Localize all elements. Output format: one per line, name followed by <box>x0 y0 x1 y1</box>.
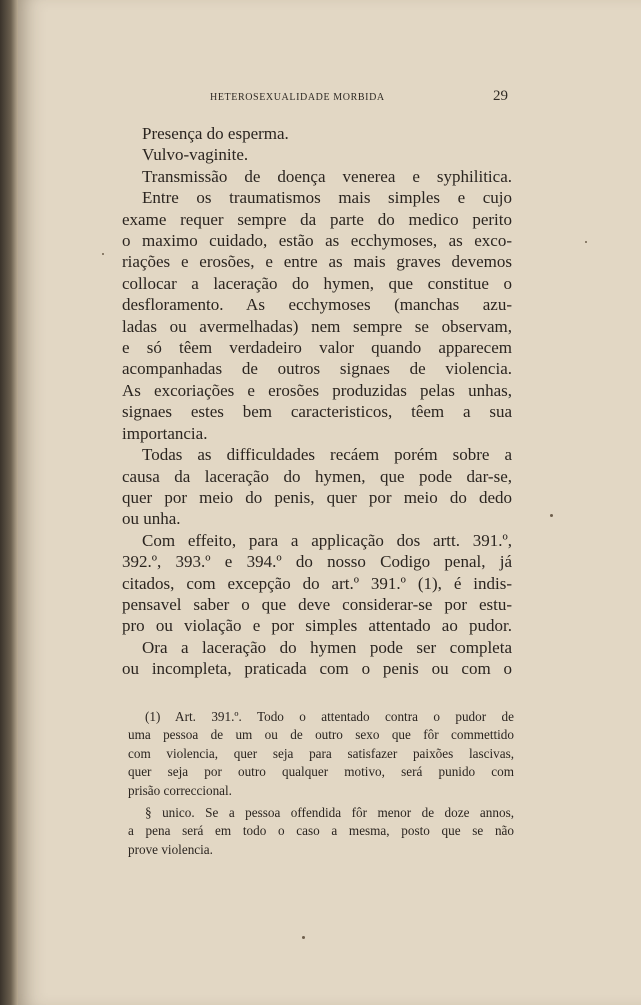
body-line: quer por meio do penis, quer por meio do dedo <box>122 487 512 507</box>
paper-speck <box>585 241 587 243</box>
body-line: riações e erosões, e entre as mais graves devemos <box>122 252 512 272</box>
book-spine-edge <box>0 0 18 1005</box>
body-line: desfloramento. As ecchymoses (manchas azu- <box>122 295 512 315</box>
body-line: As excoriações e erosões produzidas pelas unhas, <box>122 380 512 400</box>
body-line: signaes estes bem caracteristicos, têem a sua <box>122 402 512 422</box>
page-number: 29 <box>493 88 508 104</box>
body-line: ladas ou avermelhadas) nem sempre se observam, <box>122 316 512 336</box>
body-line: Com effeito, para a applicação dos artt. 391.º, <box>142 530 512 550</box>
body-line: Todas as difficuldades recáem porém sobre a <box>142 445 512 465</box>
footnote-line: § unico. Se a pessoa offendida fôr menor de doze annos, <box>145 805 514 821</box>
body-line: Vulvo-vaginite. <box>142 145 249 165</box>
footnote-line: prove violencia. <box>128 841 213 857</box>
body-line: o maximo cuidado, estão as ecchymoses, as exco- <box>122 231 512 251</box>
body-line: Entre os traumatismos mais simples e cujo <box>142 188 512 208</box>
body-line: pro ou violação e por simples attentado ao pudor. <box>122 616 512 636</box>
body-line: Ora a laceração do hymen pode ser completa <box>142 637 512 657</box>
body-line: Presença do esperma. <box>142 124 289 143</box>
running-head: HETEROSEXUALIDADE MORBIDA <box>210 92 385 103</box>
body-line: Transmissão de doença venerea e syphilitica. <box>142 166 512 186</box>
body-line: ou unha. <box>122 509 181 529</box>
body-line: acompanhadas de outros signaes de violencia. <box>122 359 512 379</box>
body-line: collocar a laceração do hymen, que constitue o <box>122 273 512 293</box>
body-line: 392.º, 393.º e 394.º do nosso Codigo penal, já <box>122 552 512 572</box>
paper-speck <box>302 936 305 939</box>
paper-speck <box>550 514 553 517</box>
body-line: importancia. <box>122 423 208 443</box>
body-line: citados, com excepção do art.º 391.º (1), é indis- <box>122 573 512 593</box>
footnote-line: com violencia, quer seja para satisfazer paixões lascivas, <box>128 745 514 761</box>
footnote-line: uma pessoa de um ou de outro sexo que fôr commettido <box>128 727 514 743</box>
footnotes <box>128 708 514 859</box>
paper-speck <box>102 253 104 255</box>
footnote-line: a pena será em todo o caso a mesma, posto que se não <box>128 823 514 839</box>
footnote-line: (1) Art. 391.º. Todo o attentado contra o pudor de <box>145 709 514 724</box>
body-line: pensavel saber o que deve considerar-se por estu- <box>122 594 512 614</box>
body-text <box>122 123 512 680</box>
body-line: ou incompleta, praticada com o penis ou com o <box>122 659 512 679</box>
footnote-line: quer seja por outro qualquer motivo, será punido com <box>128 764 514 780</box>
body-line: exame requer sempre da parte do medico perito <box>122 209 512 229</box>
body-line: causa da laceração do hymen, que pode dar-se, <box>122 466 512 486</box>
body-line: e só têem verdadeiro valor quando apparecem <box>122 338 512 358</box>
footnote-line: prisão correccional. <box>128 782 232 798</box>
